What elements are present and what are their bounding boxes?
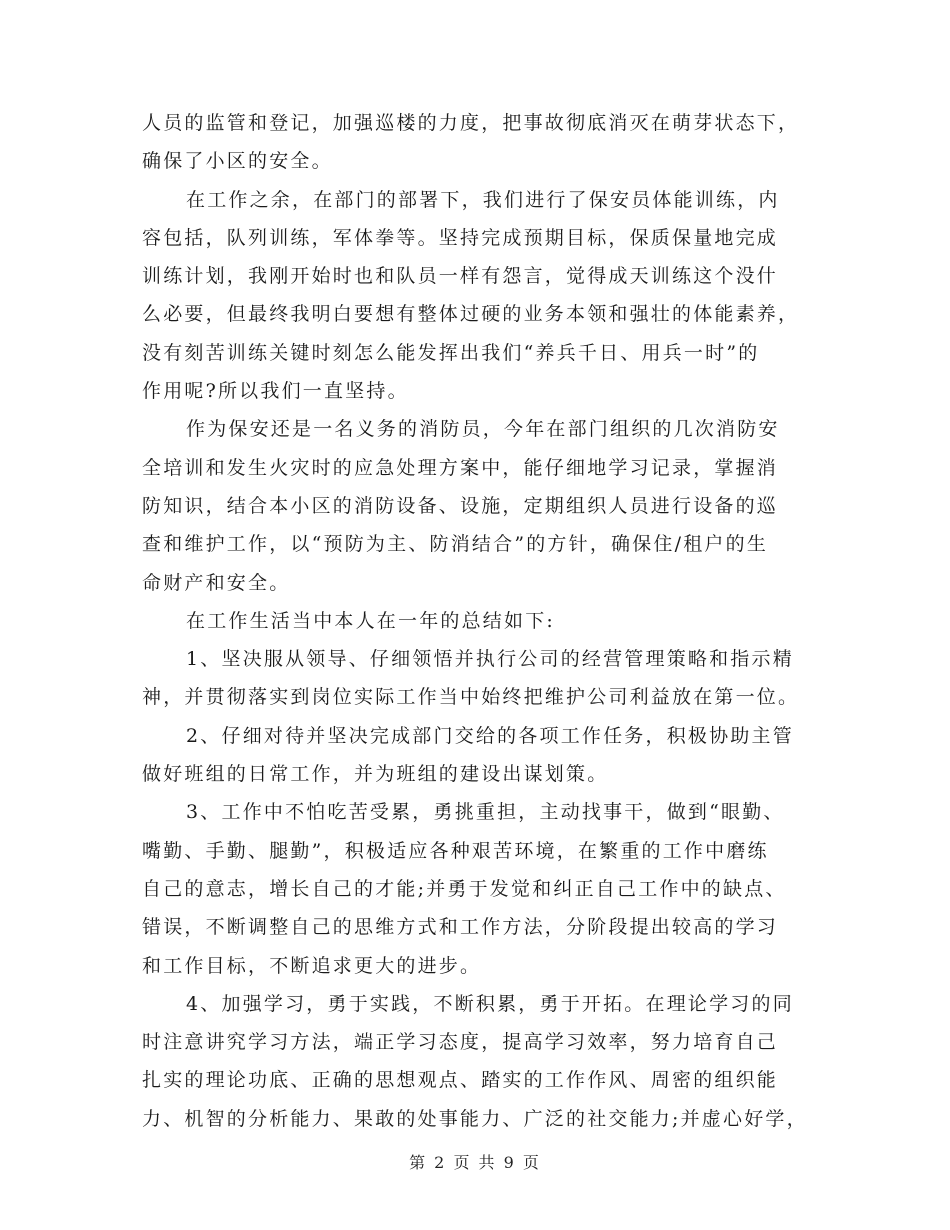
text-line: 时注意讲究学习方法，端正学习态度，提高学习效率，努力培育自己 xyxy=(142,1031,779,1054)
text-line: 神，并贯彻落实到岗位实际工作当中始终把维护公司利益放在第一位。 xyxy=(142,686,800,709)
text-line: 在工作生活当中本人在一年的总结如下: xyxy=(186,609,556,632)
text-line: 全培训和发生火灾时的应急处理方案中，能仔细地学习记录，掌握消 xyxy=(142,456,779,479)
text-line: 力、机智的分析能力、果敢的处事能力、广泛的社交能力;并虚心好学， xyxy=(142,1107,808,1130)
text-line: 4、加强学习，勇于实践，不断积累，勇于开拓。在理论学习的同 xyxy=(186,992,794,1015)
text-line: 错误，不断调整自己的思维方式和工作方法，分阶段提出较高的学习 xyxy=(142,916,779,939)
text-line: 自己的意志，增长自己的才能;并勇于发觉和纠正自己工作中的缺点、 xyxy=(142,877,787,900)
text-line: 扎实的理论功底、正确的思想观点、踏实的工作作风、周密的组织能 xyxy=(142,1069,779,1092)
document-body xyxy=(142,104,822,1138)
text-line: 人员的监管和登记，加强巡楼的力度，把事故彻底消灭在萌芽状态下， xyxy=(142,112,800,134)
text-line: 嘴勤、手勤、腿勤”，积极适应各种艰苦环境，在繁重的工作中磨练 xyxy=(142,839,769,862)
text-line: 防知识，结合本小区的消防设备、设施，定期组织人员进行设备的巡 xyxy=(142,494,779,517)
text-line: 在工作之余，在部门的部署下，我们进行了保安员体能训练，内 xyxy=(186,188,780,211)
text-line: 作为保安还是一名义务的消防员，今年在部门组织的几次消防安 xyxy=(186,418,780,441)
text-line: 查和维护工作，以“预防为主、防消结合”的方针，确保住/租户的生 xyxy=(142,533,769,556)
text-line: 1、坚决服从领导、仔细领悟并执行公司的经营管理策略和指示精 xyxy=(186,648,794,671)
text-line: 作用呢?所以我们一直坚持。 xyxy=(142,380,409,403)
text-line: 么必要，但最终我明白要想有整体过硬的业务本领和强壮的体能素养， xyxy=(142,303,800,326)
text-line: 和工作目标，不断追求更大的进步。 xyxy=(142,954,482,977)
text-line: 做好班组的日常工作，并为班组的建设出谋划策。 xyxy=(142,763,609,786)
text-line: 2、仔细对待并坚决完成部门交给的各项工作任务，积极协助主管 xyxy=(186,724,794,747)
text-line: 容包括，队列训练，军体拳等。坚持完成预期目标，保质保量地完成 xyxy=(142,226,779,249)
text-line: 训练计划，我刚开始时也和队员一样有怨言，觉得成天训练这个没什 xyxy=(142,265,779,288)
page-footer: 第 2 页 共 9 页 xyxy=(409,1153,541,1172)
text-line: 命财产和安全。 xyxy=(142,571,291,594)
text-line: 3、工作中不怕吃苦受累，勇挑重担，主动找事干，做到“眼勤、 xyxy=(186,801,785,824)
text-line: 确保了小区的安全。 xyxy=(142,150,333,173)
text-line: 没有刻苦训练关键时刻怎么能发挥出我们“养兵千日、用兵一时”的 xyxy=(142,341,760,364)
